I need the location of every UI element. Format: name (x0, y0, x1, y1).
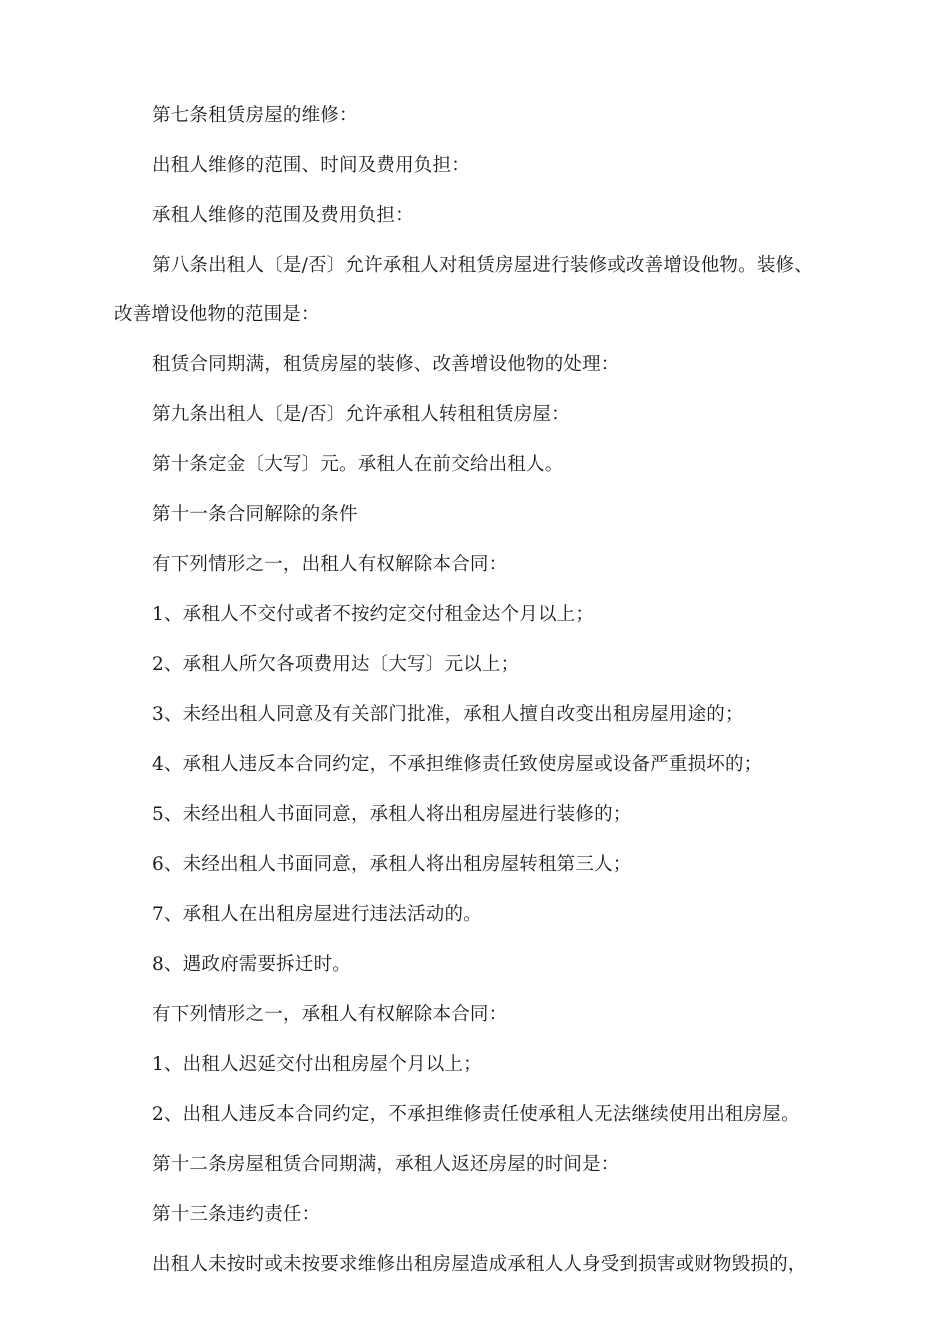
renovation-handling: 租赁合同期满，租赁房屋的装修、改善增设他物的处理： (152, 354, 620, 375)
lessor-termination-item: 1、承租人不交付或者不按约定交付租金达个月以上； (152, 604, 595, 625)
lessor-termination-item: 6、未经出租人书面同意，承租人将出租房屋转租第三人； (152, 854, 632, 875)
lessor-termination-item: 4、承租人违反本合同约定，不承担维修责任致使房屋或设备严重损坏的； (152, 754, 763, 775)
lessor-termination-intro: 有下列情形之一，出租人有权解除本合同： (152, 554, 508, 575)
clause-7-heading: 第七条租赁房屋的维修： (152, 105, 358, 126)
lessee-repair-scope: 承租人维修的范围及费用负担： (152, 205, 414, 226)
clause-12-text: 第十二条房屋租赁合同期满，承租人返还房屋的时间是： (152, 1154, 620, 1175)
lessor-termination-item: 7、承租人在出租房屋进行违法活动的。 (152, 904, 482, 925)
clause-10-text: 第十条定金〔大写〕元。承租人在前交给出租人。 (152, 454, 564, 475)
clause-8-continuation: 改善增设他物的范围是： (114, 304, 320, 325)
lessor-termination-item: 2、承租人所欠各项费用达〔大写〕元以上； (152, 654, 520, 675)
clause-11-heading: 第十一条合同解除的条件 (152, 504, 358, 525)
clause-8-text: 第八条出租人〔是/否〕允许承租人对租赁房屋进行装修或改善增设他物。装修、 (152, 255, 813, 276)
clause-13-heading: 第十三条违约责任： (152, 1204, 321, 1225)
clause-9-text: 第九条出租人〔是/否〕允许承租人转租租赁房屋： (152, 404, 570, 425)
lessor-termination-item: 8、遇政府需要拆迁时。 (152, 954, 351, 975)
lessor-termination-item: 5、未经出租人书面同意，承租人将出租房屋进行装修的； (152, 804, 632, 825)
breach-liability-text: 出租人未按时或未按要求维修出租房屋造成承租人人身受到损害或财物毁损的， (152, 1254, 807, 1275)
lessor-repair-scope: 出租人维修的范围、时间及费用负担： (152, 155, 470, 176)
lessee-termination-intro: 有下列情形之一，承租人有权解除本合同： (152, 1004, 508, 1025)
lessor-termination-item: 3、未经出租人同意及有关部门批准，承租人擅自改变出租房屋用途的； (152, 704, 744, 725)
lessee-termination-item: 1、出租人迟延交付出租房屋个月以上； (152, 1054, 482, 1075)
lessee-termination-item: 2、出租人违反本合同约定，不承担维修责任使承租人无法继续使用出租房屋。 (152, 1104, 800, 1125)
